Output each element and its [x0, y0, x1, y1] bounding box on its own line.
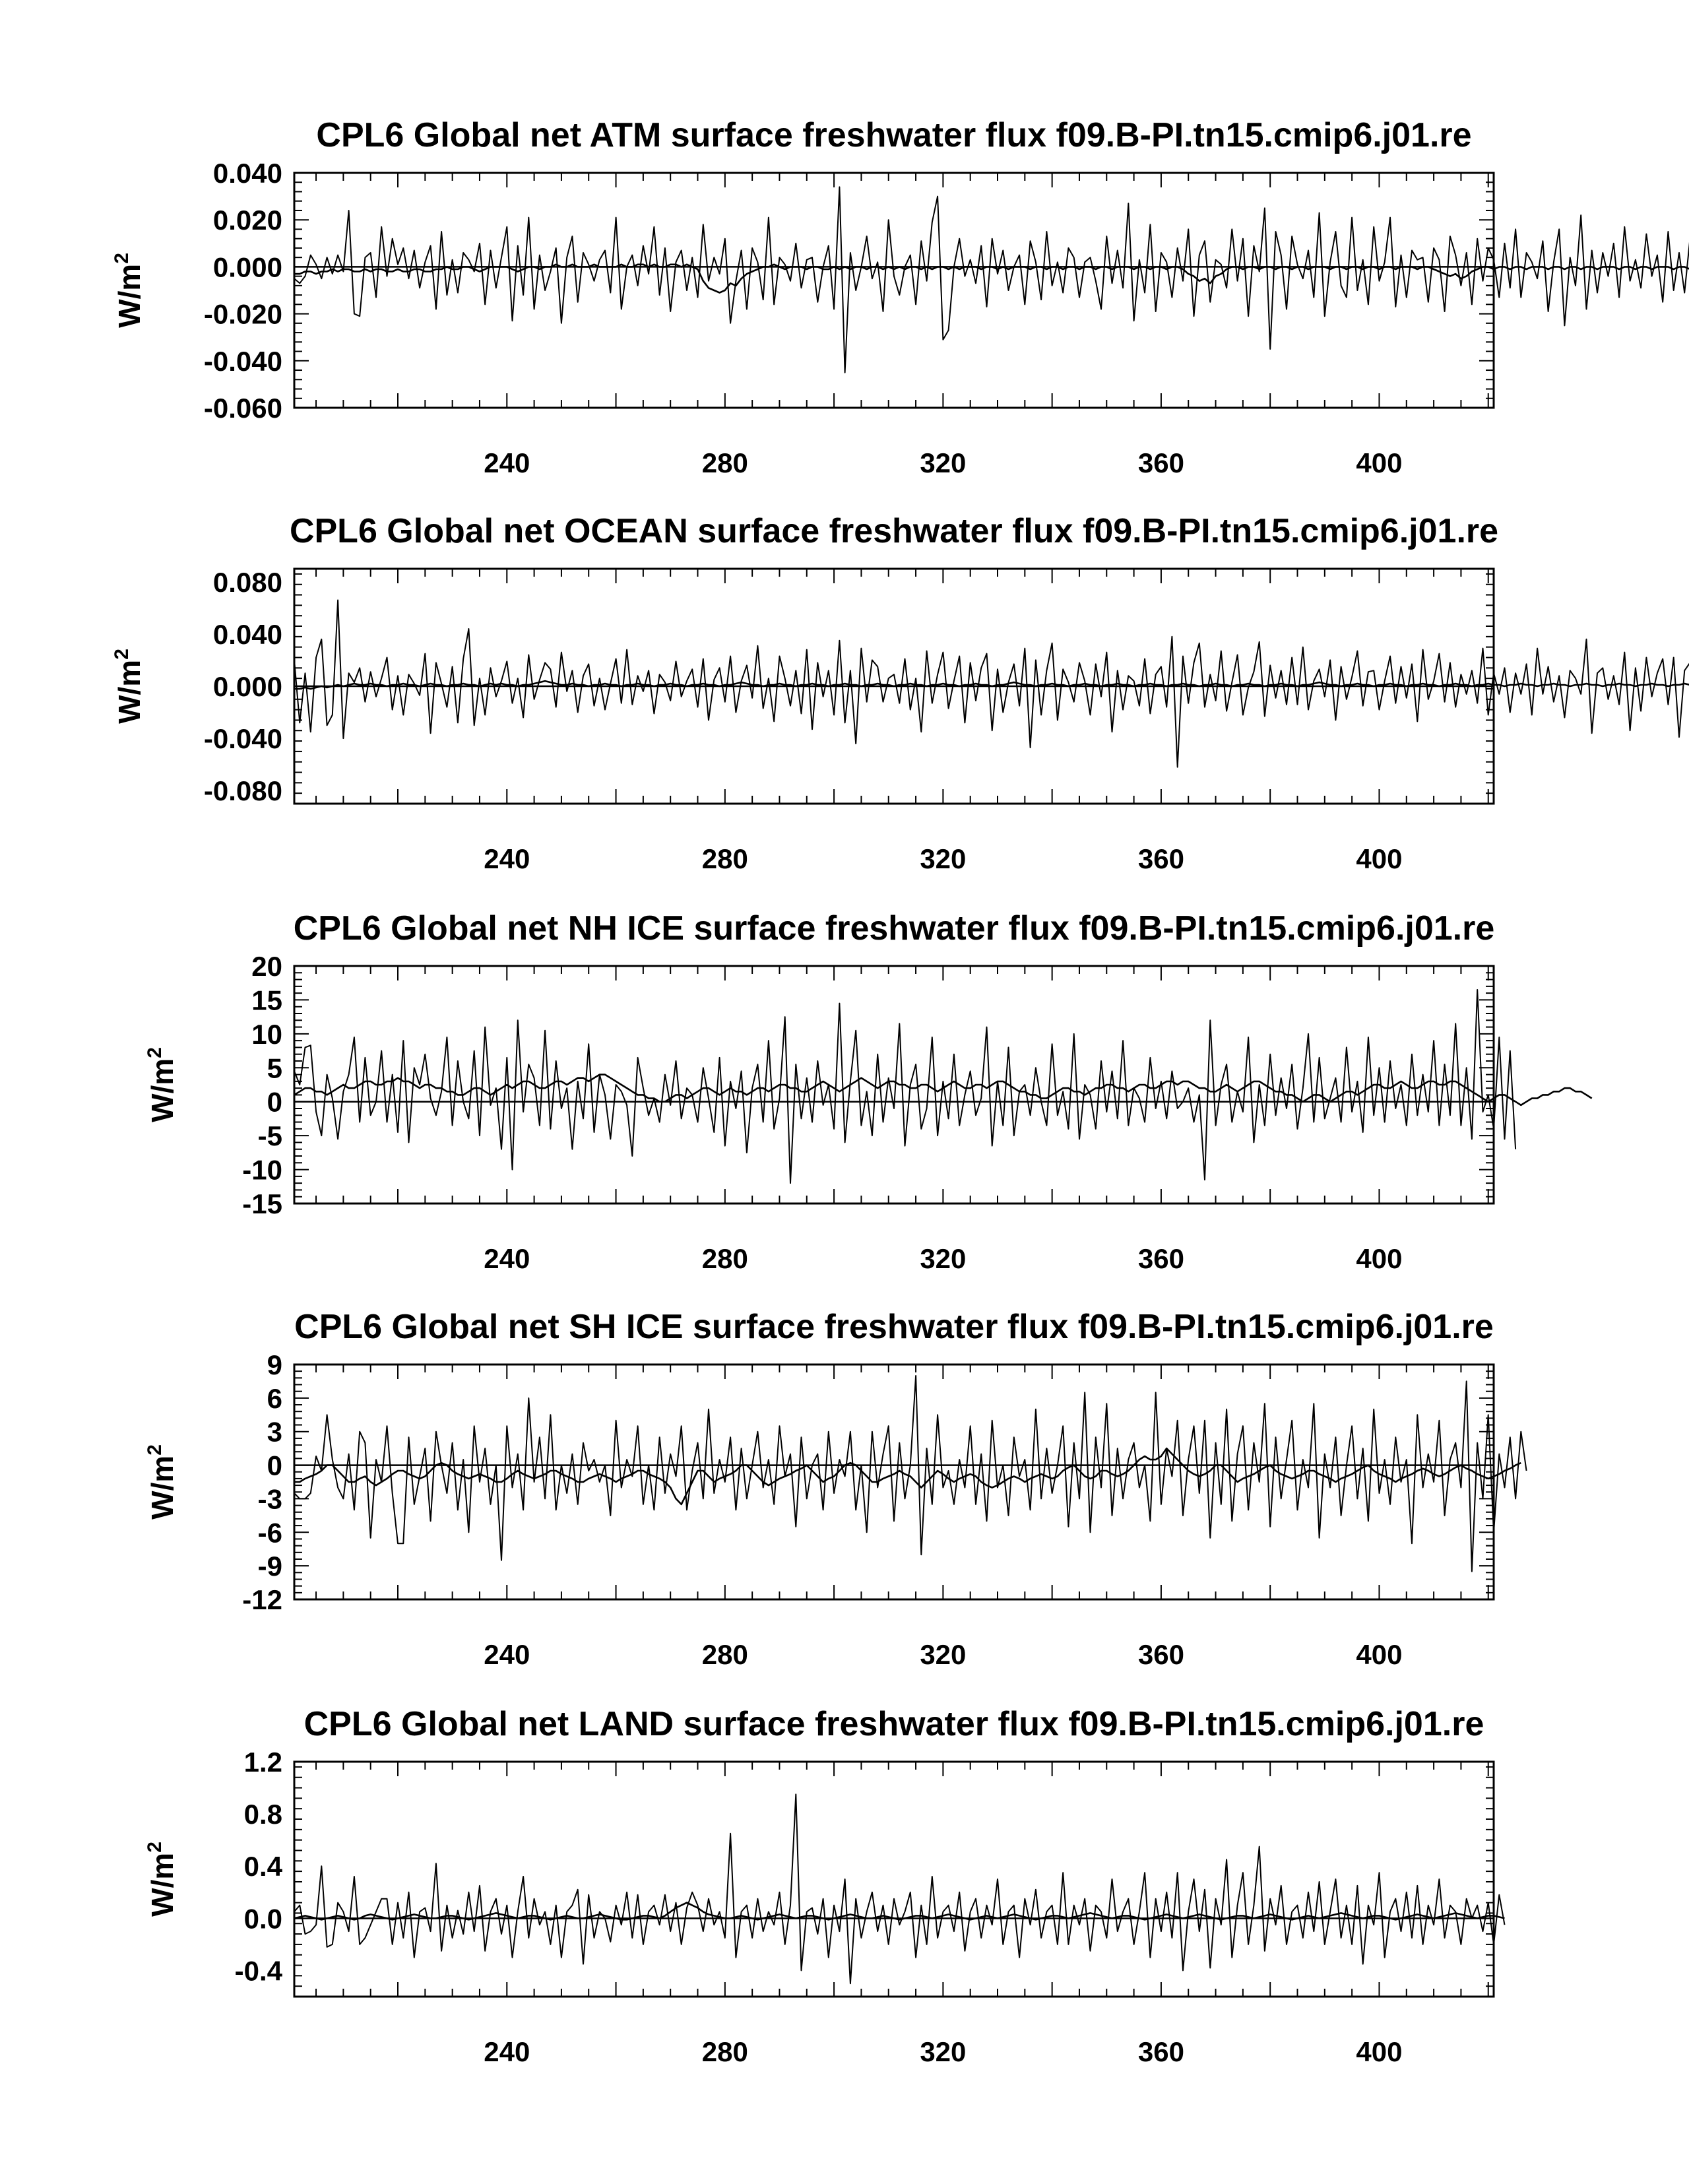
y-tick-label: 5: [267, 1052, 282, 1084]
y-tick-label: 0.040: [212, 618, 282, 650]
y-tick-label: 6: [267, 1382, 282, 1414]
chart-title: CPL6 Global net ATM surface freshwater flux f09.B-PI.tn15.cmip6.j01.re: [316, 116, 1472, 154]
y-axis-label-exponent: 2: [144, 1047, 166, 1058]
x-tick-label: 240: [484, 1243, 530, 1274]
y-tick-label: -9: [257, 1551, 282, 1582]
y-tick-label: 9: [267, 1349, 282, 1380]
y-tick-label: -5: [257, 1120, 282, 1152]
y-axis-label-exponent: 2: [111, 649, 133, 660]
x-tick-label: 400: [1356, 1639, 1403, 1670]
y-tick-label: -0.020: [203, 298, 282, 330]
y-axis-label: [144, 1047, 179, 1122]
y-tick-label: -6: [257, 1517, 282, 1549]
y-axis-label-base: W/m: [145, 1455, 179, 1520]
y-tick-label: 15: [251, 984, 282, 1016]
y-tick-label: -10: [242, 1154, 282, 1186]
plot-frame: [294, 1365, 1494, 1599]
series-line-1: [294, 187, 1689, 372]
y-axis-label: [144, 1444, 179, 1520]
y-axis-label-exponent: 2: [111, 253, 133, 264]
chart-panel-4: [144, 1308, 1527, 1670]
x-tick-label: 360: [1137, 843, 1184, 874]
chart-panel-3: [144, 909, 1592, 1274]
y-axis-label-base: W/m: [145, 1058, 179, 1122]
x-tick-label: 240: [484, 843, 530, 874]
y-tick-label: -0.060: [203, 393, 282, 424]
y-tick-label: 3: [267, 1416, 282, 1448]
x-tick-label: 240: [484, 1639, 530, 1670]
x-tick-label: 320: [920, 2036, 967, 2067]
y-axis-label-exponent: 2: [144, 1842, 166, 1853]
y-tick-label: 0: [267, 1086, 282, 1118]
chart-title: CPL6 Global net OCEAN surface freshwater flux f09.B-PI.tn15.cmip6.j01.re: [289, 512, 1499, 550]
x-tick-label: 280: [701, 1639, 748, 1670]
chart-title: CPL6 Global net NH ICE surface freshwater flux f09.B-PI.tn15.cmip6.j01.re: [293, 909, 1495, 947]
chart-panel-5: [144, 1705, 1505, 2067]
y-tick-label: 0.040: [212, 158, 282, 189]
y-tick-label: 1.2: [243, 1747, 282, 1778]
chart-panel-1: [111, 116, 1689, 478]
plot-frame: [294, 966, 1494, 1204]
x-tick-label: 360: [1137, 447, 1184, 478]
series-line-2: [294, 1903, 1505, 1920]
y-tick-label: 0.4: [243, 1851, 282, 1882]
series-line-2: [294, 265, 1689, 293]
y-tick-label: -0.4: [234, 1955, 282, 1987]
x-tick-label: 400: [1356, 2036, 1403, 2067]
x-tick-label: 280: [701, 2036, 748, 2067]
x-tick-label: 280: [701, 1243, 748, 1274]
series-line-1: [294, 990, 1515, 1183]
y-tick-label: 0.000: [212, 671, 282, 702]
x-tick-label: 320: [920, 1639, 967, 1670]
y-tick-label: -3: [257, 1483, 282, 1515]
x-tick-label: 240: [484, 447, 530, 478]
x-tick-label: 320: [920, 843, 967, 874]
y-axis-label-exponent: 2: [144, 1444, 166, 1456]
y-tick-label: 0.000: [212, 251, 282, 283]
y-tick-label: 0.0: [243, 1903, 282, 1935]
chart-title: CPL6 Global net LAND surface freshwater flux f09.B-PI.tn15.cmip6.j01.re: [303, 1705, 1484, 1743]
y-tick-label: 0.8: [243, 1799, 282, 1830]
y-tick-label: 0.080: [212, 566, 282, 598]
x-tick-label: 240: [484, 2036, 530, 2067]
y-tick-label: -0.080: [203, 775, 282, 807]
x-tick-label: 280: [701, 843, 748, 874]
y-tick-label: -0.040: [203, 723, 282, 755]
y-tick-label: -12: [242, 1584, 282, 1615]
x-tick-label: 360: [1137, 1243, 1184, 1274]
x-tick-label: 320: [920, 1243, 967, 1274]
y-axis-label-base: W/m: [145, 1852, 179, 1917]
y-axis-label: [144, 1842, 179, 1917]
x-tick-label: 400: [1356, 843, 1403, 874]
y-axis-label: [111, 253, 146, 328]
x-tick-label: 400: [1356, 447, 1403, 478]
chart-title: CPL6 Global net SH ICE surface freshwater flux f09.B-PI.tn15.cmip6.j01.re: [294, 1308, 1494, 1346]
x-tick-label: 280: [701, 447, 748, 478]
series-line-1: [294, 1794, 1505, 1983]
y-tick-label: 20: [251, 951, 282, 982]
y-tick-label: 0: [267, 1450, 282, 1481]
x-tick-label: 320: [920, 447, 967, 478]
chart-panel-2: [111, 512, 1689, 874]
x-tick-label: 400: [1356, 1243, 1403, 1274]
y-tick-label: -15: [242, 1188, 282, 1219]
y-tick-label: -0.040: [203, 345, 282, 377]
y-axis-label-base: W/m: [112, 659, 146, 724]
x-tick-label: 360: [1137, 1639, 1184, 1670]
plot-frame: [294, 1762, 1494, 1997]
x-tick-label: 360: [1137, 2036, 1184, 2067]
y-tick-label: 10: [251, 1018, 282, 1050]
y-axis-label: [111, 649, 146, 724]
y-tick-label: 0.020: [212, 205, 282, 236]
y-axis-label-base: W/m: [112, 263, 146, 328]
